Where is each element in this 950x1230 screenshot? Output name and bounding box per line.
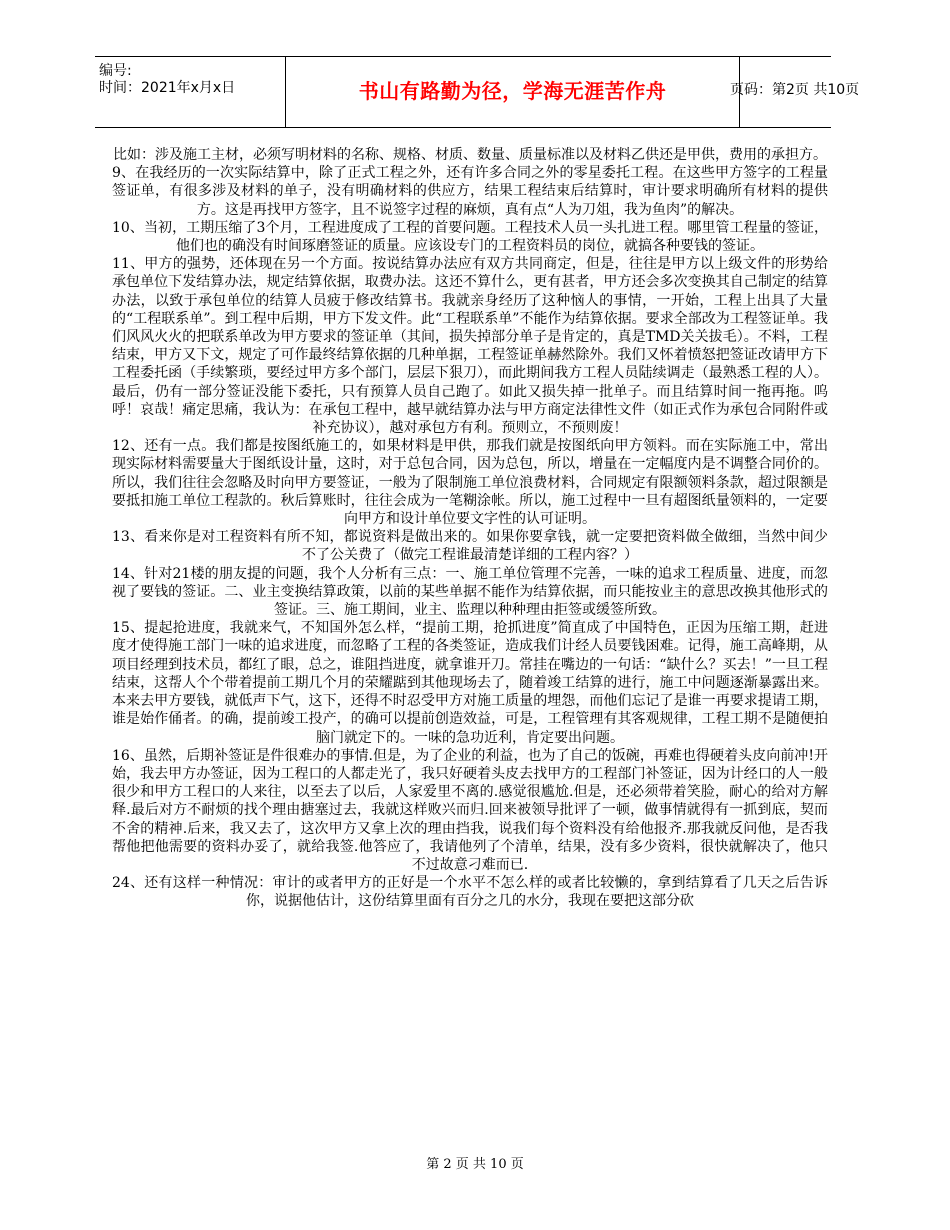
- document-body: [112, 146, 828, 911]
- page-header: [95, 56, 860, 128]
- header-page-cell: [730, 57, 860, 127]
- header-motto-cell: [285, 57, 740, 127]
- body-paragraph: 14、针对21楼的朋友提的问题，我个人分析有三点：一、施工单位管理不完善，一味的追求工程质量、进度，而忽视了要钱的签证。二、业主变换结算政策，以前的某些单据不能作为结算依据，而只能按业主的意思改换其他形式的签证。三、施工期间，业主、监理以种种理由拒签或缓签所致。: [112, 565, 828, 619]
- document-time-label: 时间：2021年x月x日: [99, 80, 236, 96]
- body-paragraph: 24、还有这样一种情况：审计的或者甲方的正好是一个水平不怎么样的或者比较懒的，拿到结算看了几天之后告诉你，说据他估计，这份结算里面有百分之几的水分，我现在要把这部分砍: [112, 875, 828, 910]
- header-meta: [95, 57, 285, 127]
- body-paragraph: 11、甲方的强势，还体现在另一个方面。按说结算办法应有双方共同商定，但是，往往是甲方以上级文件的形势给承包单位下发结算办法，规定结算依据，取费办法。这还不算什么，更有甚者，甲方还会多次变换其自己制定的结算办法，以致于承包单位的结算人员疲于修改结算书。我就亲身经历了这种恼人的事情，一开始，工程上出具了大量的“工程联系单”。到工程中后期，甲方下发文件。此“工程联系单”不能作为结算依据。要求全部改为工程签证单。我们风风火火的把联系单改为甲方要求的签证单（其间，损失掉部分单子是肯定的，真是TMD关关拔毛）。不料，工程结束，甲方又下文，规定了可作最终结算依据的几种单据，工程签证单赫然除外。我们又怀着愤怒把签证改请甲方下工程委托函（手续繁琐，要经过甲方多个部门，层层下狠刀），而此期间我方工程人员陆续调走（最熟悉工程的人）。最后，仍有一部分签证没能下委托，只有预算人员自己跑了。如此又损失掉一批单子。而且结算时间一拖再拖。呜呼！哀哉！痛定思痛，我认为：在承包工程中，越早就结算办法与甲方商定法律性文件（如正式作为承包合同附件或补充协议），越对承包方有利。预则立，不预则废！: [112, 256, 828, 437]
- body-paragraph: 9、在我经历的一次实际结算中，除了正式工程之外，还有许多合同之外的零星委托工程。在这些甲方签字的工程量签证单，有很多涉及材料的单子，没有明确材料的供应方，结果工程结束后结算时，审计要求明确所有材料的提供方。这是再找甲方签字，且不说签字过程的麻烦，真有点“人为刀俎，我为鱼肉”的解决。: [112, 165, 828, 218]
- header-motto: 书山有路勤为径，学海无涯苦作舟: [358, 79, 667, 103]
- body-paragraph: 16、虽然，后期补签证是件很难办的事情.但是，为了企业的利益，也为了自己的饭碗，再难也得硬着头皮向前冲!开始，我去甲方办签证，因为工程口的人都走光了，我只好硬着头皮去找甲方的工程部门补签证，因为计经口的人一般很少和甲方工程口的人来往，以至去了以后，人家爱里不离的.感觉很尴尬.但是，还必须带着笑脸，耐心的给对方解释.最后对方不耐烦的找个理由搪塞过去，我就这样败兴而归.回来被领导批评了一顿，做事情就得有一抓到底，契而不舍的精神.后来，我又去了，这次甲方又拿上次的理由挡我，说我们每个资料没有给他报齐.那我就反问他，是否我帮他把他需要的资料办妥了，就给我签.他答应了，我请他列了个清单，结果，没有多少资料，很快就解决了，他只不过故意刁难而已.: [112, 747, 828, 873]
- body-paragraph: 10、当初，工期压缩了3个月，工程进度成了工程的首要问题。工程技术人员一头扎进工程。哪里管工程量的签证，他们也的确没有时间琢磨签证的质量。应该设专门的工程资料员的岗位，就搞各种要钱的签证。: [112, 219, 828, 255]
- body-paragraph: 13、看来你是对工程资料有所不知，都说资料是做出来的。如果你要拿钱，就一定要把资料做全做细，当然中间少不了公关费了（做完工程谁最清楚详细的工程内容？）: [112, 529, 828, 564]
- body-paragraph: 比如：涉及施工主材，必须写明材料的名称、规格、材质、数量、质量标准以及材料乙供还是甲供，费用的承担方。: [113, 147, 827, 163]
- body-paragraph: 15、提起抢进度，我就来气，不知国外怎么样，“提前工期，抢抓进度”简直成了中国特色，正因为压缩工期，赶进度才使得施工部门一味的追求进度，而忽略了工程的各类签证，造成我们计经人员要钱困难。记得，施工高峰期，从项目经理到技术员，都红了眼，总之，谁阻挡进度，就拿谁开刀。常挂在嘴边的一句话：“缺什么？买去！”一旦工程结束，这帮人个个带着提前工期几个月的荣耀踮到其他现场去了，随着竣工结算的进行，施工中问题逐渐暴露出来。本来去甲方要钱，就低声下气，这下，还得不时忍受甲方对施工质量的埋怨，而他们忘记了是谁一再要求提请工期，谁是始作俑者。的确，提前竣工投产，的确可以提前创造效益，可是，工程管理有其客观规律，工程工期不是随便拍脑门就定下的。一味的急功近利，肯定要出问题。: [112, 620, 828, 746]
- document-number-label: 编号:: [99, 63, 132, 79]
- body-paragraph: 12、还有一点。我们都是按图纸施工的，如果材料是甲供，那我们就是按图纸向甲方领料。而在实际施工中，常出现实际材料需要量大于图纸设计量，这时，对于总包合同，因为总包，所以，增量在一定幅度内是不调整合同价的。所以，我们往往会忽略及时向甲方要签证，一般为了限制施工单位浪费材料，合同规定有限额领料条款，超过限额是要抵扣施工单位工程款的。秋后算账时，往往会成为一笔糊涂帐。所以，施工过程中一旦有超图纸量领料的，一定要向甲方和设计单位要文字性的认可证明。: [112, 438, 828, 528]
- header-page-number: 页码：第2页 共10页: [730, 82, 860, 98]
- page-footer: 第 2 页 共 10 页: [426, 1157, 524, 1172]
